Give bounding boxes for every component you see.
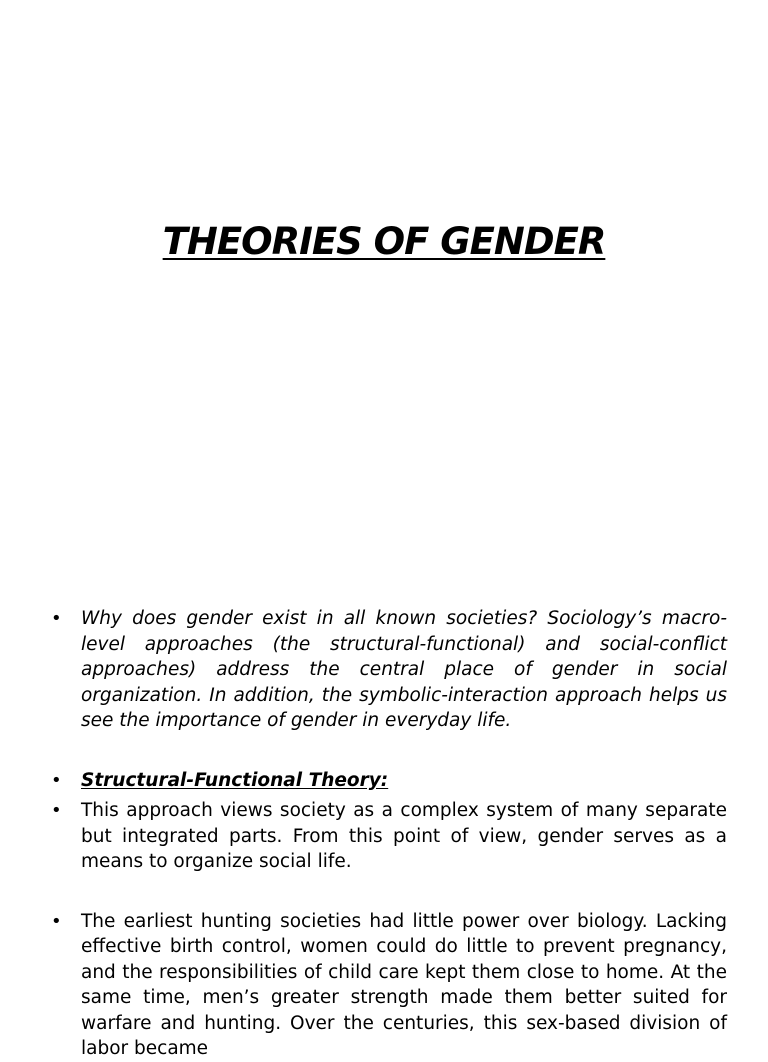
paragraph-text: The earliest hunting societies had little power over biology. Lacking effective birth control, women could do little to prevent pregnancy, and the responsibilities of child care kept them close to home. At the same time, men’s greater strength made them better suited for warfare and hunting. Over the centuries, this sex-based division of labor became [81, 910, 727, 1059]
list-item [51, 909, 727, 1062]
bullet-icon: • [51, 608, 62, 629]
bullet-icon: • [51, 910, 62, 932]
page-title: THEORIES OF GENDER [162, 220, 606, 263]
section-heading: Structural-Functional Theory: [81, 769, 389, 791]
list-item [51, 798, 727, 875]
list-item [51, 768, 727, 794]
intro-paragraph: Why does gender exist in all known societies? Sociology’s macro-level approaches (the structural-functional) and social-conflict approaches) address the central place of gender in social organization. In addition, the symbolic-interaction approach helps us see the importance of gender in everyday life. [81, 608, 727, 731]
paragraph-text: This approach views society as a complex system of many separate but integrated parts. From this point of view, gender serves as a means to organize social life. [81, 800, 727, 872]
list-item [51, 606, 727, 734]
bullet-list [0, 606, 768, 1062]
bullet-icon: • [51, 769, 62, 791]
bullet-icon: • [51, 800, 62, 821]
